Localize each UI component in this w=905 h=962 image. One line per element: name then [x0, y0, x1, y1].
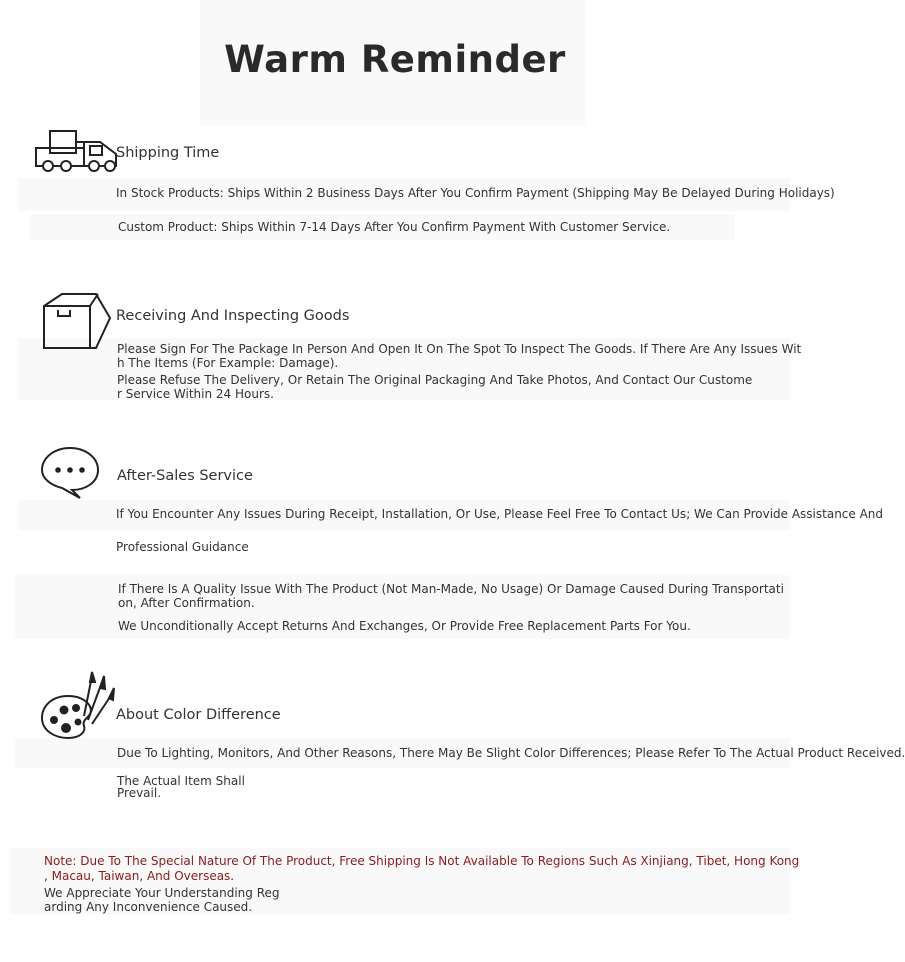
receiving-inspect-text-2: h The Items (For Example: Damage).: [117, 356, 339, 370]
note-text-1: Note: Due To The Special Nature Of The Product, Free Shipping Is Not Available To Regions Such As Xinjiang, Tibet, Hong Kong: [44, 854, 800, 868]
receiving-refuse-text-1: Please Refuse The Delivery, Or Retain The Original Packaging And Take Photos, And Contact Our Custome: [117, 373, 753, 387]
after-sales-guidance-text: Professional Guidance: [116, 540, 249, 554]
after-sales-quality-text-1: If There Is A Quality Issue With The Product (Not Man-Made, No Usage) Or Damage Caused During Transportati: [118, 582, 784, 596]
shipping-in-stock-text: In Stock Products: Ships Within 2 Business Days After You Confirm Payment (Shipping May Be Delayed During Holidays): [116, 186, 835, 200]
section-heading-after-sales: After-Sales Service: [117, 468, 253, 484]
page-title: Warm Reminder: [224, 38, 566, 81]
color-difference-text: Due To Lighting, Monitors, And Other Reasons, There May Be Slight Color Differences; Please Refer To The Actual Product Received.: [117, 746, 905, 760]
box-icon: [40, 292, 112, 356]
after-sales-returns-text: We Unconditionally Accept Returns And Exchanges, Or Provide Free Replacement Parts For You.: [118, 619, 691, 633]
truck-icon: [34, 128, 124, 176]
thanks-text-1: We Appreciate Your Understanding Reg: [44, 886, 280, 900]
chat-bubble-icon: [40, 446, 102, 502]
shipping-custom-text: Custom Product: Ships Within 7-14 Days After You Confirm Payment With Customer Service.: [118, 220, 671, 234]
after-sales-contact-text: If You Encounter Any Issues During Receipt, Installation, Or Use, Please Feel Free To Contact Us; We Can Provide Assistance And: [116, 507, 884, 521]
section-heading-receiving: Receiving And Inspecting Goods: [116, 308, 350, 324]
color-prevail-text-2: Prevail.: [117, 786, 162, 800]
receiving-inspect-text-1: Please Sign For The Package In Person And Open It On The Spot To Inspect The Goods. If There Are Any Issues Wit: [117, 342, 802, 356]
section-heading-shipping: Shipping Time: [116, 145, 220, 161]
thanks-text-2: arding Any Inconvenience Caused.: [44, 900, 253, 914]
after-sales-quality-text-2: on, After Confirmation.: [118, 596, 255, 610]
paint-palette-icon: [40, 670, 116, 742]
receiving-refuse-text-2: r Service Within 24 Hours.: [117, 387, 274, 401]
note-text-2: , Macau, Taiwan, And Overseas.: [44, 869, 235, 883]
section-heading-color: About Color Difference: [116, 707, 281, 723]
color-prevail-text-1: The Actual Item Shall: [117, 774, 245, 788]
